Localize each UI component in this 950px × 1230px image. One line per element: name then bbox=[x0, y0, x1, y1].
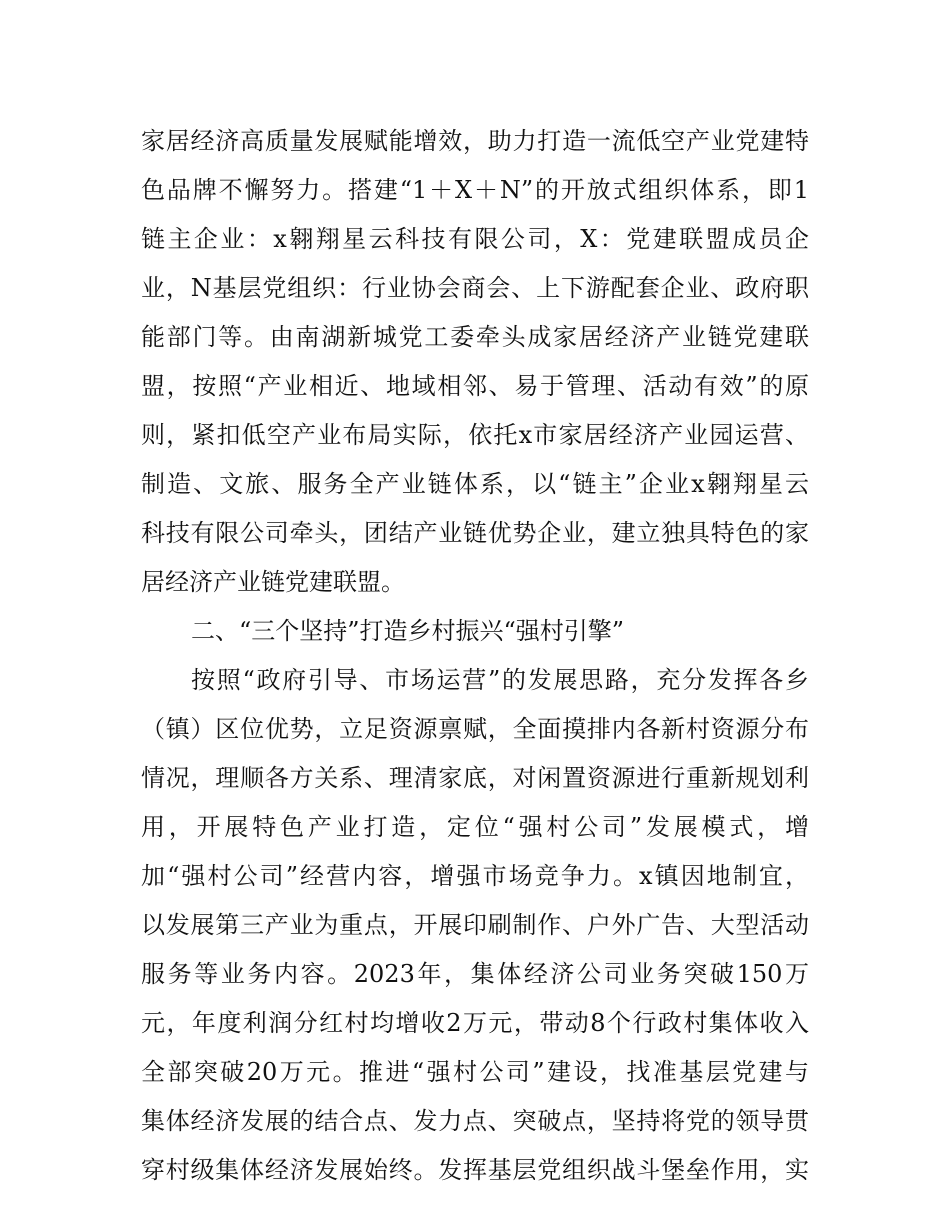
paragraph-line: 能部门等。由南湖新城党工委牵头成家居经济产业链党建联 bbox=[141, 323, 809, 351]
paragraph-line: 全部突破20万元。推进“强村公司”建设，找准基层党建与 bbox=[141, 1058, 809, 1086]
paragraph-line: 用，开展特色产业打造，定位“强村公司”发展模式，增 bbox=[141, 813, 809, 841]
paragraph-line: 服务等业务内容。2023年，集体经济公司业务突破150万 bbox=[141, 960, 809, 988]
paragraph-line: 盟，按照“产业相近、地域相邻、易于管理、活动有效”的原 bbox=[141, 372, 809, 400]
paragraph-line: 以发展第三产业为重点，开展印刷制作、户外广告、大型活动 bbox=[141, 911, 809, 939]
paragraph-line: 业，N基层党组织：行业协会商会、上下游配套企业、政府职 bbox=[141, 274, 809, 302]
paragraph-1 bbox=[141, 117, 809, 607]
paragraph-line: 穿村级集体经济发展始终。发挥基层党组织战斗堡垒作用，实 bbox=[141, 1156, 809, 1184]
paragraph-line: 链主企业：x翱翔星云科技有限公司，X：党建联盟成员企 bbox=[141, 225, 809, 253]
paragraph-2 bbox=[141, 656, 809, 1195]
paragraph-line: 元，年度利润分红村均增收2万元，带动8个行政村集体收入 bbox=[141, 1009, 809, 1037]
paragraph-line: 加“强村公司”经营内容，增强市场竞争力。x镇因地制宜， bbox=[141, 862, 809, 890]
section-heading: 二、“三个坚持”打造乡村振兴“强村引擎” bbox=[191, 617, 625, 645]
paragraph-line: 科技有限公司牵头，团结产业链优势企业，建立独具特色的家 bbox=[141, 519, 809, 547]
paragraph-line: 制造、文旅、服务全产业链体系，以“链主”企业x翱翔星云 bbox=[141, 470, 809, 498]
document-body bbox=[141, 117, 809, 1195]
paragraph-line: 色品牌不懈努力。搭建“1＋X＋N”的开放式组织体系，即1 bbox=[141, 176, 809, 204]
paragraph-line: 按照“政府引导、市场运营”的发展思路，充分发挥各乡 bbox=[191, 666, 809, 694]
paragraph-line: 情况，理顺各方关系、理清家底，对闲置资源进行重新规划利 bbox=[141, 764, 809, 792]
paragraph-line: 居经济产业链党建联盟。 bbox=[141, 568, 405, 596]
paragraph-line: 则，紧扣低空产业布局实际，依托x市家居经济产业园运营、 bbox=[141, 421, 809, 449]
paragraph-line: 家居经济高质量发展赋能增效，助力打造一流低空产业党建特 bbox=[141, 127, 809, 155]
paragraph-line: 集体经济发展的结合点、发力点、突破点，坚持将党的领导贯 bbox=[141, 1107, 809, 1135]
paragraph-line: （镇）区位优势，立足资源禀赋，全面摸排内各新村资源分布 bbox=[141, 715, 809, 743]
